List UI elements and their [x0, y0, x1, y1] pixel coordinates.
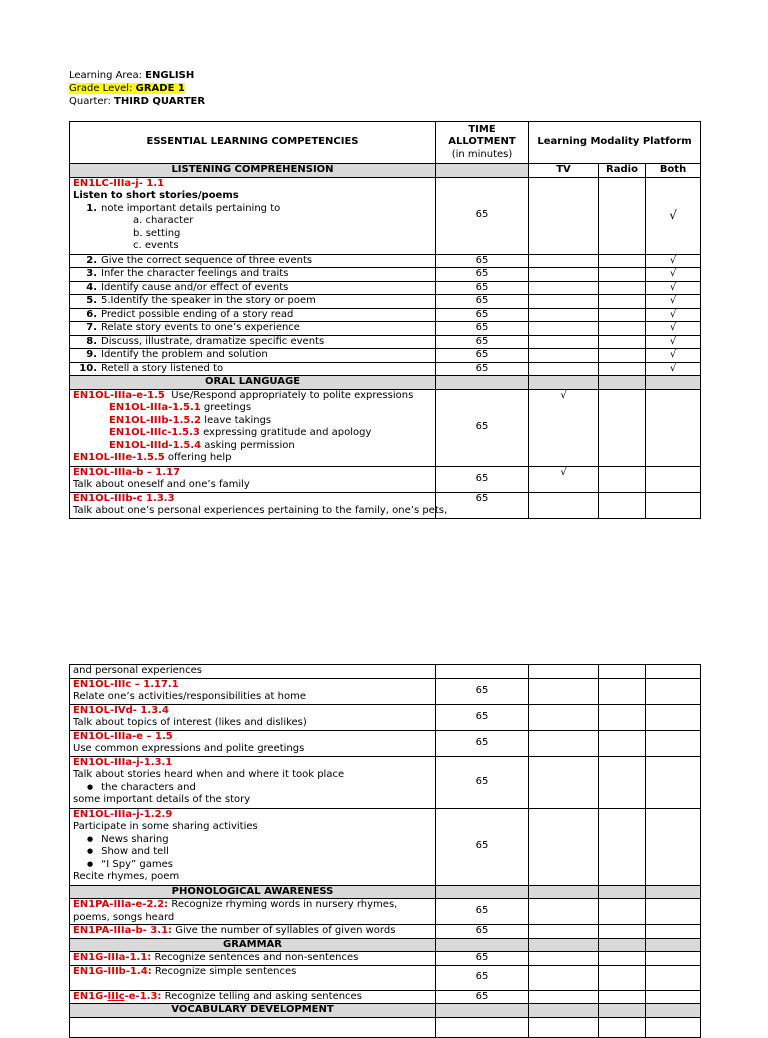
grade-level-line: Grade Level: GRADE 1 [69, 83, 185, 94]
competency-code: EN1LC-IIIa-j- 1.1 [73, 177, 165, 189]
checkmark: √ [646, 349, 701, 363]
table-row: 2. Give the correct sequence of three events 65 √ [70, 254, 701, 268]
col-header-modality: Learning Modality Platform [529, 122, 701, 164]
table-row: EN1PA-IIIa-e-2.2: Recognize rhyming words in nursery rhymes, poems, songs heard 65 [70, 899, 701, 925]
table-row: EN1OL-IIIa-j-1.2.9 Participate in some sharing activities ● News sharing ● Show and tell ● “I Spy” games Recite rhymes, poem 65 [70, 808, 701, 885]
table-row: EN1OL-IVd- 1.3.4 Talk about topics of interest (likes and dislikes) 65 [70, 704, 701, 730]
table-row: EN1OL-IIIc – 1.17.1 Relate one’s activities/responsibilities at home 65 [70, 678, 701, 704]
table-row: EN1PA-IIIa-b- 3.1: Give the number of syllables of given words 65 [70, 925, 701, 939]
table-row: EN1G-IIIa-1.1: Recognize sentences and non-sentences 65 [70, 952, 701, 966]
checkmark: √ [646, 177, 701, 254]
section-grammar: GRAMMAR [70, 938, 436, 952]
checkmark: √ [646, 295, 701, 309]
learning-area-line: Learning Area: ENGLISH [69, 70, 195, 81]
competency-code: EN1OL-IIIa-e-1.5 [73, 389, 165, 401]
checkmark: √ [646, 308, 701, 322]
checkmark: √ [646, 362, 701, 376]
competencies-table-page2 [69, 664, 701, 1038]
table-row: EN1OL-IIIa-e – 1.5 Use common expressions and polite greetings 65 [70, 730, 701, 756]
table-row: 6. Predict possible ending of a story read 65 √ [70, 308, 701, 322]
table-row: EN1OL-IIIb-c 1.3.3 Talk about one’s personal experiences pertaining to the family, one’s pets, 65 [70, 492, 701, 518]
col-header-tv: TV [529, 164, 599, 178]
col-header-elc: ESSENTIAL LEARNING COMPETENCIES [70, 122, 436, 164]
learning-area-value: ENGLISH [145, 70, 195, 81]
checkmark: √ [646, 281, 701, 295]
checkmark: √ [646, 254, 701, 268]
section-phonological-awareness: PHONOLOGICAL AWARENESS [70, 885, 436, 899]
checkmark: √ [529, 389, 599, 466]
col-header-radio: Radio [599, 164, 646, 178]
checkmark: √ [646, 335, 701, 349]
checkmark: √ [646, 268, 701, 282]
checkmark: √ [646, 322, 701, 336]
quarter-value: THIRD QUARTER [114, 96, 206, 107]
section-vocabulary-development: VOCABULARY DEVELOPMENT [70, 1004, 436, 1018]
table-row: EN1OL-IIIa-b – 1.17 Talk about oneself and one’s family 65 √ [70, 466, 701, 492]
table-row: 9. Identify the problem and solution 65 √ [70, 349, 701, 363]
table-row: 3. Infer the character feelings and traits 65 √ [70, 268, 701, 282]
section-listening: LISTENING COMPREHENSION [70, 164, 436, 178]
table-row: EN1OL-IIIa-j-1.3.1 Talk about stories heard when and where it took place ● the characters and some important details of the story 65 [70, 756, 701, 808]
document-header [69, 69, 205, 108]
table-row: EN1G-IIIb-1.4: Recognize simple sentences 65 [70, 965, 701, 990]
table-row: EN1G-IIIc-e-1.3: Recognize telling and asking sentences 65 [70, 990, 701, 1004]
col-header-time: TIME ALLOTMENT (in minutes) [436, 122, 529, 164]
checkmark: √ [529, 466, 599, 492]
grade-level-value: GRADE 1 [135, 83, 185, 94]
table-row: EN1OL-IIIa-e-1.5 Use/Respond appropriately to polite expressions EN1OL-IIIa-1.5.1 greetings EN1OL-IIIb-1.5.2 leave takings EN1OL-IIIc-1.5.3 expressing gratitude and apology EN1OL-IIId-1.5.4 asking permission EN1OL-IIIe-1.5.5 offering help 65 √ [70, 389, 701, 466]
competencies-table-page1 [69, 121, 701, 519]
table-row: 8. Discuss, illustrate, dramatize specific events 65 √ [70, 335, 701, 349]
quarter-line: Quarter: THIRD QUARTER [69, 96, 206, 107]
table-row: 4. Identify cause and/or effect of events 65 √ [70, 281, 701, 295]
table-row [70, 1017, 701, 1037]
col-header-both: Both [646, 164, 701, 178]
section-oral-language: ORAL LANGUAGE [70, 376, 436, 390]
table-row: 10. Retell a story listened to 65 √ [70, 362, 701, 376]
table-row: 5. 5.Identify the speaker in the story or poem 65 √ [70, 295, 701, 309]
table-row: and personal experiences [70, 665, 701, 679]
table-row: EN1LC-IIIa-j- 1.1 Listen to short stories/poems 1. note important details pertaining to a. character b. setting c. events 65 √ [70, 177, 701, 254]
table-row: 7. Relate story events to one’s experience 65 √ [70, 322, 701, 336]
